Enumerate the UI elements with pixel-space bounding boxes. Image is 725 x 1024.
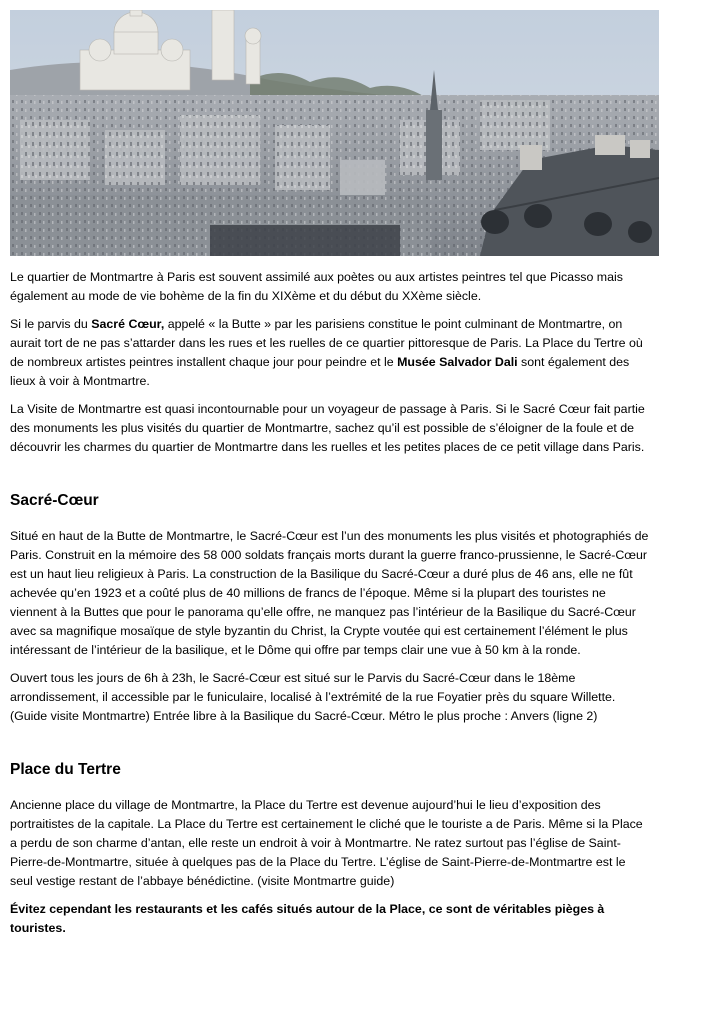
article-body bbox=[10, 268, 650, 938]
sacre-coeur-bold: Sacré Cœur, bbox=[91, 317, 165, 331]
intro-p2-text: Si le parvis du bbox=[10, 317, 92, 331]
sacre-coeur-paragraph-1: Situé en haut de la Butte de Montmartre, le Sacré-Cœur est l’un des monuments les plus visités et photographiés de Paris. Construit en la mémoire des 58 000 soldats français morts durant la guerre franco-prussienne, le Sacré-Cœur est un haut lieu religieux à Paris. La construction de la Basilique du Sacré-Cœur a duré plus de 46 ans, elle ne fût achevée qu’en 1923 et a coûté plus de 40 millions de francs de l’époque. Même si la plupart des touristes ne viennent à la Buttes que pour le panorama qu’elle offre, ne manquez pas l’intérieur de la Basilique du Sacré-Cœur avec sa magnifique mosaïque de style byzantin du Christ, la Crypte voutée qui est certainement l’élément le plus intéressant de l’intérieur de la basilique, et le Dôme qui offre par temps clair une vue à 50 km à la ronde. bbox=[10, 529, 649, 657]
intro-p2-text: sont également des lieux à voir à Montmartre. bbox=[10, 355, 630, 388]
intro-paragraph-2 bbox=[10, 315, 650, 391]
document-page bbox=[10, 10, 660, 947]
intro-p2-text: appelé « la Butte » par les parisiens constitue le point culminant de Montmartre, on aurait tort de ne pas s’attarder dans les rues et les ruelles de ce quartier pittoresque de Paris. La Place du Tertre où de nombreux artistes peintres installent chaque jour pour peindre et le bbox=[10, 317, 643, 369]
section-heading-place-du-tertre: Place du Tertre bbox=[10, 761, 121, 778]
intro-paragraph-3: La Visite de Montmartre est quasi incontournable pour un voyageur de passage à Paris. Si le Sacré Cœur fait partie des monuments les plus visités du quartier de Montmartre, sachez qu’il est possible de s’éloigner de la foule et de découvrir les charmes du quartier de Montmartre dans les ruelles et les petites places de ce petit village dans Paris. bbox=[10, 402, 645, 454]
warning-paragraph: Évitez cependant les restaurants et les cafés situés autour de la Place, ce sont de véritables pièges à touristes. bbox=[10, 902, 605, 935]
place-du-tertre-paragraph-1: Ancienne place du village de Montmartre, la Place du Tertre est devenue aujourd’hui le lieu d’exposition des portraitistes de la capitale. La Place du Tertre est certainement le cliché que le touriste a de Paris. Même si la Place a perdu de son charme d’antan, elle reste un endroit à voir à Montmartre. Ne ratez surtout pas l’église de Saint-Pierre-de-Montmartre, située à quelques pas de la Place du Tertre. L’église de Saint-Pierre-de-Montmartre est le seul vestige restant de l’abbaye bénédictine. (visite Montmartre guide) bbox=[10, 798, 643, 888]
section-heading-sacre-coeur: Sacré-Cœur bbox=[10, 492, 99, 509]
intro-paragraph-1: Le quartier de Montmartre à Paris est souvent assimilé aux poètes ou aux artistes peintres tel que Picasso mais également au mode de vie bohème de la fin du XIXème et du début du XXème siècle. bbox=[10, 270, 623, 303]
sacre-coeur-paragraph-2: Ouvert tous les jours de 6h à 23h, le Sacré-Cœur est situé sur le Parvis du Sacré-Cœur dans le 18ème arrondissement, il accessible par le funiculaire, localisé à l’extrémité de la rue Foyatier près du square Willette. (Guide visite Montmartre) Entrée libre à la Basilique du Sacré-Cœur. Métro le plus proche : Anvers (ligne 2) bbox=[10, 671, 616, 723]
montmartre-photo bbox=[10, 10, 659, 256]
musee-dali-bold: Musée Salvador Dali bbox=[397, 355, 518, 369]
